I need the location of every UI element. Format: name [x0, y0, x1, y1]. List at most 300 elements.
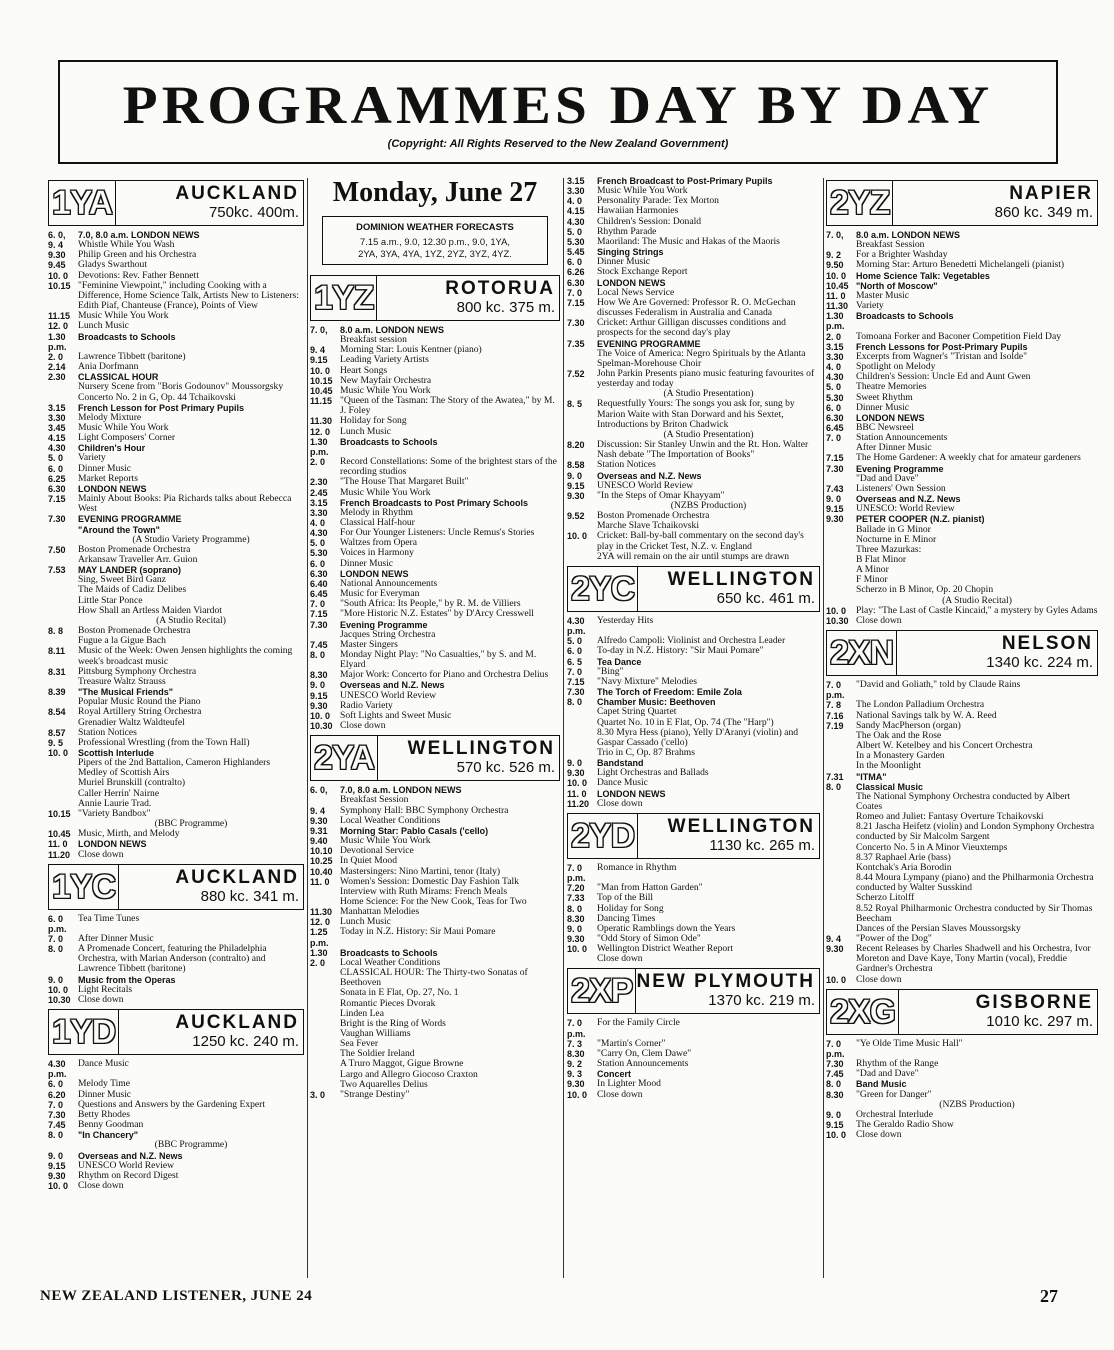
- programme-time: 4.30: [310, 528, 328, 539]
- programme-title: In a Monastery Garden: [856, 750, 945, 762]
- programme-time: [826, 843, 856, 853]
- station-heading: [48, 180, 304, 226]
- programme-time: 7.45: [48, 1120, 66, 1131]
- programme-title: Broadcasts to Schools: [340, 436, 438, 447]
- programme-time: 5.30: [826, 392, 844, 403]
- programme-title: Popular Music Round the Piano: [78, 696, 201, 708]
- station-info: [377, 276, 559, 320]
- column-rule: [563, 178, 564, 1278]
- programme-title: Waltzes from Opera: [340, 537, 418, 549]
- programme-time: [826, 474, 856, 484]
- programme-title: "Variety Bandbox": [78, 807, 151, 819]
- programme-title: Marche Slave Tchaikovski: [597, 520, 699, 532]
- station-info: [897, 631, 1097, 675]
- programme-time: 3.30: [826, 351, 844, 362]
- programme-time: 3. 0: [310, 1089, 326, 1100]
- programme-time: [310, 335, 340, 345]
- station-city: GISBORNE: [975, 991, 1093, 1013]
- station-2xp: [567, 968, 820, 1099]
- programme-time: 9. 4: [310, 345, 326, 356]
- programme-time: [826, 555, 856, 565]
- programme-time: 7.45: [310, 639, 328, 650]
- programme-title: "Strange Destiny": [340, 1088, 410, 1100]
- programme-time: 8.11: [48, 646, 66, 657]
- programme-time: 7.30: [48, 1109, 66, 1120]
- programme-item: [567, 954, 820, 964]
- programme-title: Music While You Work: [340, 486, 431, 498]
- programme-time: 10.45: [310, 385, 333, 396]
- programme-title: Singing Strings: [597, 247, 664, 258]
- programme-title: Music While You Work: [597, 185, 688, 197]
- programme-time: 10.30: [310, 721, 333, 732]
- programme-item: [826, 772, 1098, 782]
- programme-title: Light Composers' Corner: [78, 432, 176, 444]
- station-2xg: [826, 989, 1098, 1141]
- weather-forecast-box: [322, 216, 548, 265]
- programme-item: [310, 437, 560, 457]
- programme-title: Music, Mirth, and Melody: [78, 828, 180, 840]
- programme-title: Muriel Brunskill (contralto): [78, 777, 186, 789]
- programme-time: 6. 0: [310, 558, 326, 569]
- programme-time: 8. 0: [826, 1079, 842, 1090]
- programme-time: 7.30: [567, 687, 585, 698]
- programme-time: [48, 596, 78, 606]
- programme-title: National Savings talk by W. A. Reed: [856, 709, 997, 721]
- programme-time: 2.30: [310, 477, 328, 488]
- programme-time: 7. 3: [567, 1038, 583, 1049]
- programme-time: 5. 0: [310, 538, 326, 549]
- programme-title: Close down: [597, 1088, 643, 1100]
- programme-time: 9.30: [48, 250, 66, 261]
- programme-item: [567, 267, 820, 277]
- station-city: WELLINGTON: [407, 738, 555, 760]
- programme-item: [826, 301, 1098, 311]
- programme-time: 1.30 p.m.: [310, 436, 329, 457]
- programme-item: [48, 995, 304, 1005]
- programme-title: Personality Parade: Tex Morton: [597, 195, 719, 207]
- programme-item: [48, 839, 304, 849]
- programme-title: Melody Time: [78, 1078, 130, 1090]
- programme-time: 3.15: [310, 497, 328, 508]
- programme-title: Sonata in E Flat, Op. 27, No. 1: [340, 987, 459, 999]
- programme-title: Theatre Memories: [856, 381, 927, 393]
- programme-time: 10. 0: [48, 270, 69, 281]
- programme-title: Children's Session: Donald: [597, 215, 702, 227]
- programme-item: [310, 477, 560, 487]
- programme-time: 4. 0: [310, 517, 326, 528]
- programme-time: 1.30 p.m.: [48, 331, 67, 352]
- programme-title: Dance Music: [78, 1058, 129, 1070]
- programme-time: 3.15: [48, 402, 66, 413]
- programme-item: [567, 1059, 820, 1069]
- programme-title: LONDON NEWS: [856, 412, 925, 423]
- programme-title: Boston Promenade Orchestra: [78, 625, 191, 637]
- programme-title: Concert: [597, 1069, 632, 1080]
- station-info: [899, 990, 1097, 1034]
- station-1ya: [48, 180, 304, 860]
- programme-time: 7.30: [48, 514, 66, 525]
- column-2: [310, 176, 560, 1100]
- programme-title: 8.30 Myra Hess (piano), Yelly D'Aranyi (violin) and Gaspar Cassado ('cello): [597, 726, 799, 748]
- programme-title: Mainly About Books: Pia Richards talks about Rebecca West: [78, 493, 292, 515]
- programme-time: 4.15: [48, 433, 66, 444]
- programme-title: EVENING PROGRAMME: [597, 338, 701, 349]
- programme-title: BBC Newsreel: [856, 421, 914, 433]
- programme-title: Orchestral Interlude: [856, 1108, 933, 1120]
- programme-time: 9. 2: [567, 1059, 583, 1070]
- programme-time: 9.52: [567, 511, 585, 522]
- programme-time: 8. 0: [48, 944, 64, 955]
- programme-title: Gladys Swarthout: [78, 259, 148, 271]
- programme-time: 7.15: [567, 297, 585, 308]
- programme-title: Morning Star: Arturo Benedetti Michelangeli (pianist): [856, 259, 1065, 271]
- programme-item: [48, 555, 304, 565]
- programme-item: [826, 680, 1098, 700]
- programme-title: Rhythm Parade: [597, 225, 657, 237]
- programme-title: (NZBS Production): [939, 1098, 1015, 1110]
- programme-time: [826, 904, 856, 924]
- programme-time: 10. 0: [310, 365, 331, 376]
- station-call-sign: 1YZ: [311, 276, 377, 320]
- programme-title: To-day in N.Z. History: "Sir Maui Pomare": [597, 645, 764, 657]
- programme-title: Sea Fever: [340, 1038, 379, 1050]
- programme-title: 8.21 Jascha Heifetz (violin) and London Symphony Orchestra conducted by Sir Malcolm Sargent: [856, 821, 1095, 843]
- programme-time: 10.15: [310, 375, 333, 386]
- programme-title: "ITMA": [856, 771, 887, 782]
- programme-time: 6.30: [48, 483, 66, 494]
- programme-item: [48, 393, 304, 403]
- programme-title: (A Studio Recital): [942, 594, 1012, 606]
- programme-item: [826, 616, 1098, 626]
- programme-time: [48, 555, 78, 565]
- programme-time: 9.30: [310, 815, 328, 826]
- programme-item: [48, 362, 304, 372]
- programme-item: [310, 650, 560, 670]
- programme-time: [567, 349, 597, 369]
- programme-title: Concerto No. 2 in G, Op. 44 Tchaikovski: [78, 391, 236, 403]
- programme-item: [567, 799, 820, 809]
- programme-item: [48, 646, 304, 666]
- programme-time: [48, 718, 78, 728]
- programme-title: Romance in Rhythm: [597, 861, 677, 873]
- programme-title: For Our Younger Listeners: Uncle Remus's Stories: [340, 527, 535, 539]
- programme-time: [826, 761, 856, 771]
- programme-title: Nocturne in E Minor: [856, 533, 937, 545]
- programme-title: Wellington District Weather Report: [597, 943, 734, 955]
- programme-title: Overseas and N.Z. News: [597, 470, 702, 481]
- programme-time: 5. 0: [567, 226, 583, 237]
- programme-time: 6. 5: [567, 656, 583, 667]
- programme-time: 12. 0: [48, 321, 69, 332]
- programme-time: [48, 525, 78, 535]
- programme-time: 11.30: [310, 416, 333, 427]
- programme-time: [48, 535, 78, 545]
- programme-title: LONDON NEWS: [340, 568, 409, 579]
- day-title: Monday, June 27: [332, 177, 538, 208]
- programme-title: Leading Variety Artists: [340, 354, 429, 366]
- station-1yc: [48, 864, 304, 1005]
- programme-time: [48, 819, 78, 829]
- programme-title: Linden Lea: [340, 1007, 384, 1019]
- programme-title: 8.37 Raphael Arie (bass): [856, 851, 951, 863]
- programme-time: 7. 0 p.m.: [826, 1038, 845, 1059]
- station-call-sign: 1YA: [49, 181, 116, 225]
- programme-time: 9.30: [567, 1079, 585, 1090]
- programme-time: [48, 585, 78, 595]
- programme-title: "More Historic N.Z. Estates" by D'Arcy Cresswell: [340, 608, 534, 620]
- programme-title: Major Work: Concerto for Piano and Orchestra Delius: [340, 669, 549, 681]
- programme-time: 9. 0: [567, 758, 583, 769]
- programme-title: Home Science Talk: Vegetables: [856, 270, 990, 281]
- programme-item: [48, 1181, 304, 1191]
- programme-time: [48, 575, 78, 585]
- programme-time: 9. 2: [826, 250, 842, 261]
- station-heading: [310, 275, 560, 321]
- programme-title: "Navy Mixture" Melodies: [597, 675, 698, 687]
- programme-item: [310, 396, 560, 416]
- programme-title: Lunch Music: [340, 425, 391, 437]
- footer-publication: NEW ZEALAND LISTENER, JUNE 24: [40, 1288, 313, 1304]
- station-frequency: 650 kc. 461 m.: [716, 589, 815, 607]
- programme-item: [310, 988, 560, 998]
- weather-times: 7.15 a.m., 9.0, 12.30 p.m., 9.0, 1YA,: [360, 236, 510, 247]
- programme-item: [567, 677, 820, 687]
- programme-time: 12. 0: [310, 917, 331, 928]
- programme-title: Devotional Service: [340, 845, 414, 857]
- programme-item: [826, 453, 1098, 463]
- programme-item: [48, 332, 304, 352]
- station-heading: [567, 813, 820, 859]
- programme-title: Dance Music: [597, 777, 648, 789]
- programme-item: [567, 237, 820, 247]
- programme-time: 5.30: [310, 548, 328, 559]
- programme-title: Overseas and N.Z. News: [340, 680, 445, 691]
- programme-time: [567, 521, 597, 531]
- programme-time: 10.45: [48, 829, 71, 840]
- programme-time: [48, 1140, 78, 1150]
- programme-title: (BBC Programme): [154, 1139, 228, 1151]
- programme-time: 9. 4: [826, 934, 842, 944]
- programme-title: Music While You Work: [340, 835, 431, 847]
- programme-time: 10. 0: [826, 1130, 847, 1141]
- programme-title: Top of the Bill: [597, 892, 654, 904]
- programme-time: 6. 0: [48, 463, 64, 474]
- programme-time: 3.30: [48, 412, 66, 423]
- column-3: [567, 176, 820, 1100]
- programme-time: 6.26: [567, 267, 585, 278]
- programme-item: [826, 271, 1098, 281]
- programme-title: The Geraldo Radio Show: [856, 1119, 954, 1131]
- programme-time: [310, 1039, 340, 1049]
- programme-time: 10. 0: [567, 531, 588, 542]
- programme-time: 7. 0: [826, 433, 842, 444]
- programme-time: 7. 0 p.m.: [567, 1018, 586, 1039]
- programme-item: [310, 427, 560, 437]
- programme-title: Professional Wrestling (from the Town Hall): [78, 736, 250, 748]
- programme-time: 4.30: [826, 372, 844, 383]
- station-city: AUCKLAND: [175, 183, 299, 204]
- programme-title: French Broadcast to Post-Primary Pupils: [597, 176, 773, 186]
- programme-time: [826, 731, 856, 741]
- programme-title: Sweet Rhythm: [856, 391, 913, 403]
- programme-item: [826, 792, 1098, 812]
- programme-title: Evening Programme: [856, 463, 944, 474]
- programme-item: [567, 531, 820, 551]
- programme-time: 4.30: [48, 443, 66, 454]
- programme-time: 9.15: [826, 504, 844, 515]
- weather-stations: 2YA, 3YA, 4YA, 1YZ, 2YZ, 3YZ, 4YZ.: [358, 248, 512, 259]
- programme-time: [48, 768, 78, 778]
- programme-title: Dinner Music: [597, 256, 651, 268]
- programme-title: A Minor: [856, 564, 889, 576]
- column-4: [826, 176, 1098, 1140]
- programme-title: Whistle While You Wash: [78, 239, 175, 251]
- programme-item: [310, 488, 560, 498]
- programme-title: 8.44 Moura Lympany (piano) and the Philharmonia Orchestra conducted by Walter Susskind: [856, 872, 1094, 894]
- programme-item: [567, 1018, 820, 1038]
- programme-time: 11.30: [826, 301, 849, 312]
- programme-time: [826, 535, 856, 545]
- programme-item: [48, 677, 304, 687]
- programme-item: [567, 552, 820, 562]
- programme-time: 7.30: [826, 463, 844, 474]
- station-heading: [567, 566, 820, 612]
- programme-time: [567, 430, 597, 440]
- programme-title: UNESCO World Review: [597, 479, 694, 491]
- station-call-sign: 2YA: [311, 736, 378, 780]
- programme-title: Station Announcements: [856, 432, 948, 444]
- programme-title: Manhattan Melodies: [340, 906, 420, 918]
- programme-title: Sandy MacPherson (organ): [856, 719, 961, 731]
- station-1yz: [310, 275, 560, 731]
- programme-title: French Lesson for Post Primary Pupils: [78, 402, 245, 413]
- programme-item: [567, 440, 820, 460]
- programme-item: [826, 260, 1098, 270]
- programme-title: The Home Gardener: A weekly chat for amateur gardeners: [856, 452, 1081, 464]
- programme-time: 7. 0: [310, 599, 326, 610]
- programme-item: [826, 382, 1098, 392]
- programme-time: 9. 0: [826, 494, 842, 505]
- programme-time: [48, 778, 78, 788]
- programme-time: [310, 1019, 340, 1029]
- programme-title: Variety: [78, 452, 106, 464]
- programme-item: [826, 1130, 1098, 1140]
- page-header: [58, 60, 1058, 164]
- station-info: [119, 865, 303, 909]
- programme-title: (A Studio Presentation): [663, 428, 754, 440]
- programme-time: 7. 0,: [310, 325, 328, 335]
- programme-title: Lawrence Tibbett (baritone): [78, 350, 186, 362]
- programme-title: Dinner Music: [78, 462, 132, 474]
- programme-title: "Dad and Dave": [856, 472, 919, 484]
- programme-title: Albert W. Ketelbey and his Concert Orchestra: [856, 740, 1033, 752]
- programme-title: Broadcasts to Schools: [340, 947, 438, 958]
- programme-title: New Mayfair Orchestra: [340, 374, 432, 386]
- programme-title: Fugue a la Gigue Bach: [78, 635, 166, 647]
- programme-time: 4.30 p.m.: [48, 1059, 67, 1080]
- programme-title: "Around the Town": [78, 524, 160, 535]
- programme-title: (NZBS Production): [670, 500, 747, 511]
- station-info: [636, 969, 819, 1013]
- programme-time: 9.30: [826, 514, 844, 525]
- programme-time: 9. 0: [567, 470, 583, 481]
- programme-time: 7.15: [826, 453, 844, 464]
- programme-title: Broadcasts to Schools: [856, 311, 954, 322]
- programme-title: Philip Green and his Orchestra: [78, 249, 197, 261]
- programme-title: Discussion: Sir Stanley Unwin and the Rt. Hon. Walter Nash debate "The Importation of Books": [597, 439, 809, 461]
- programme-title: The Oak and the Rose: [856, 729, 942, 741]
- programme-time: 7. 0,: [826, 230, 844, 240]
- programme-time: [826, 751, 856, 761]
- programme-time: 7.15: [48, 494, 66, 505]
- programme-time: 9.50: [826, 260, 844, 271]
- programme-item: [826, 873, 1098, 893]
- programme-item: [826, 975, 1098, 985]
- programme-time: [826, 792, 856, 812]
- programme-item: [567, 318, 820, 338]
- programme-title: How Shall an Artless Maiden Viardot: [78, 604, 222, 616]
- programme-title: Annie Laurie Trad.: [78, 797, 152, 809]
- programme-title: EVENING PROGRAMME: [78, 514, 182, 525]
- programme-title: Close down: [856, 614, 902, 626]
- programme-title: "South Africa: Its People," by R. M. de Villiers: [340, 598, 521, 610]
- programme-title: Soft Lights and Sweet Music: [340, 709, 452, 721]
- programme-time: 6.30: [567, 277, 585, 288]
- programme-time: 7. 0 p.m.: [826, 680, 845, 701]
- programme-time: [826, 585, 856, 595]
- programme-time: 5.30: [567, 236, 585, 247]
- programme-title: Rhythm on Record Digest: [78, 1169, 179, 1181]
- programme-title: The Soldier Ireland: [340, 1048, 415, 1060]
- programme-title: LONDON NEWS: [597, 788, 666, 799]
- station-2ya-continued: [567, 176, 820, 562]
- programme-title: Breakfast Session: [340, 794, 409, 806]
- programme-title: Morning Star: Louis Kentner (piano): [340, 344, 482, 356]
- programme-title: The National Symphony Orchestra conducted by Albert Coates: [856, 790, 1071, 812]
- programme-time: 7.15: [310, 609, 328, 620]
- programme-time: 3.15: [826, 341, 844, 352]
- programme-title: Tea Time Tunes: [78, 912, 140, 924]
- programme-item: [48, 321, 304, 331]
- programme-time: 6.25: [48, 473, 66, 484]
- station-heading: [826, 989, 1098, 1035]
- programme-item: [567, 298, 820, 318]
- programme-title: Overseas and N.Z. News: [78, 1150, 183, 1161]
- programme-title: Royal Artillery String Orchestra: [78, 706, 202, 718]
- programme-time: [310, 999, 340, 1009]
- programme-time: [826, 565, 856, 575]
- programme-time: [310, 988, 340, 998]
- programme-item: [826, 484, 1098, 494]
- programme-time: 9.15: [567, 480, 585, 491]
- programme-title: In the Moonlight: [856, 760, 922, 772]
- programme-title: "In the Steps of Omar Khayyam": [597, 489, 725, 501]
- programme-time: [567, 748, 597, 758]
- programme-time: 9.15: [310, 355, 328, 366]
- station-info: [116, 181, 303, 225]
- programme-time: [310, 968, 340, 988]
- programme-time: 9. 0: [48, 1150, 64, 1161]
- programme-title: Kontchak's Aria Borodin: [856, 861, 952, 873]
- programme-time: 8. 5: [567, 399, 583, 410]
- programme-time: 11. 0: [48, 839, 68, 850]
- programme-title: Bandstand: [597, 758, 644, 769]
- programme-title: Classical Half-hour: [340, 516, 415, 528]
- programme-title: Yesterday Hits: [597, 614, 654, 626]
- programme-title: Breakfast session: [340, 334, 407, 346]
- programme-item: [48, 1140, 304, 1150]
- programme-title: Holiday for Song: [597, 902, 664, 914]
